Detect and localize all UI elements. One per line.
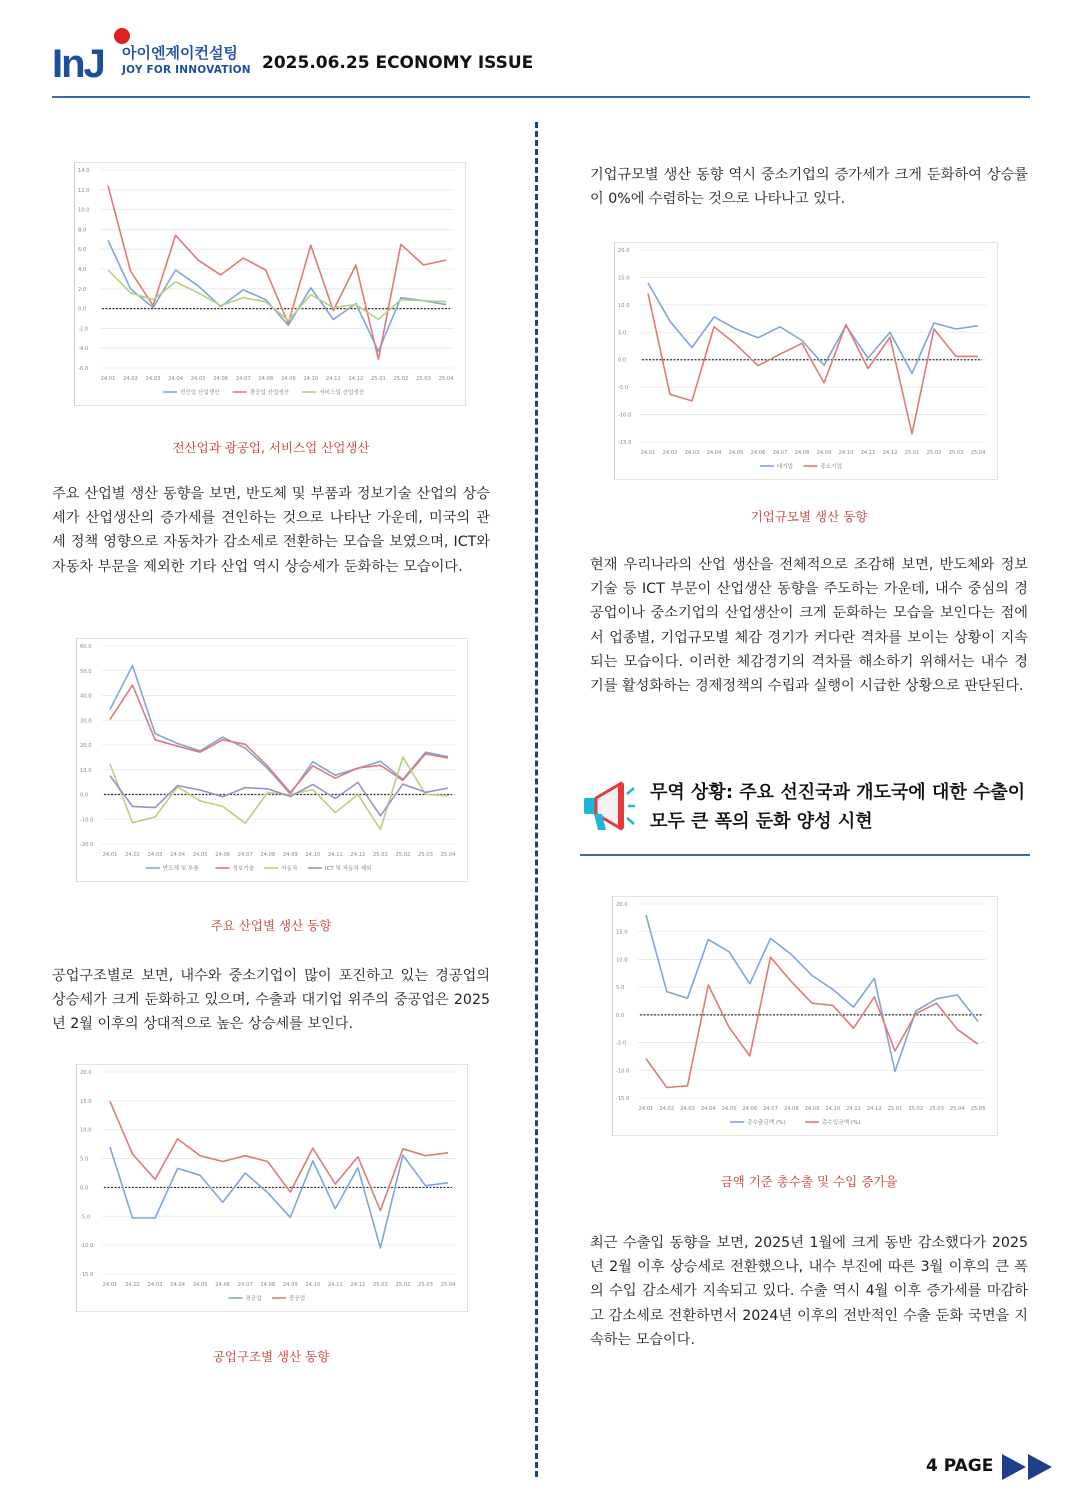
legend-label: 서비스업 산업생산 [319,390,365,396]
chart-major-industry-production [76,638,468,882]
x-tick-label: 24.02 [659,1106,675,1112]
x-tick-label: 25.02 [395,1282,411,1288]
x-tick-label: 24.02 [662,450,678,456]
chart1-svg [74,162,466,406]
y-tick-label: 20.0 [80,743,92,749]
legend-label: 전산업 산업생산 [180,390,220,396]
y-tick-label: 50.0 [80,668,92,675]
caption-chart4: 기업규모별 생산 동향 [750,509,868,524]
x-tick-label: 24.09 [816,450,832,456]
x-tick-label: 25.02 [393,376,409,382]
x-tick-label: 24.08 [258,376,274,382]
y-tick-label: -10.0 [616,1068,630,1075]
y-tick-label: -10.0 [80,817,94,824]
x-tick-label: 24.03 [147,1282,163,1288]
x-tick-label: 24.09 [282,852,298,858]
y-tick-label: 15.0 [616,929,628,936]
x-tick-label: 24.06 [750,450,766,456]
chart2-svg [76,638,468,882]
x-tick-label: 24.05 [192,1282,208,1288]
legend-label: 총수출금액 (%) [747,1120,786,1126]
x-tick-label: 24.06 [742,1106,758,1112]
x-tick-label: 24.12 [866,1106,882,1112]
paragraph-main-industries: 주요 산업별 생산 동향을 보면, 반도체 및 부품과 정보기술 산업의 상승세가 산업생산의 증가세를 견인하는 것으로 나타난 가운데, 미국의 관세 정책 영향으로 자동차가 감소세로 전환하는 모습을 보였으며, ICT와 자동차 부문을 제외한 기타 산업 역시 상승세가 둔화하는 모습이다. [52,486,490,575]
x-tick-label: 24.01 [640,450,656,456]
y-tick-label: 10.0 [80,1127,92,1134]
y-tick-label: 5.0 [618,330,627,337]
x-tick-label: 24.12 [882,450,898,456]
y-tick-label: 15.0 [80,1098,92,1105]
caption-chart1: 전산업과 광공업, 서비스업 산업생산 [172,440,370,455]
chart-frame [75,163,466,406]
x-tick-label: 24.11 [846,1106,861,1112]
x-tick-label: 24.12 [350,852,366,858]
x-tick-label: 24.08 [260,1282,276,1288]
x-tick-label: 24.02 [125,852,140,858]
chart-company-size-production [614,242,998,480]
y-tick-label: -4.0 [78,346,89,353]
x-tick-label: 24.09 [282,1282,298,1288]
y-tick-label: 5.0 [616,985,625,992]
y-tick-label: 20.0 [616,902,628,908]
chart4-svg [614,242,998,480]
y-tick-label: 10.0 [78,207,90,214]
x-tick-label: 25.01 [372,1282,388,1288]
x-tick-label: 24.09 [280,376,296,382]
y-tick-label: 0.0 [80,1185,89,1192]
x-tick-label: 24.11 [327,1282,343,1288]
x-tick-label: 25.04 [440,1282,456,1288]
legend-label: 중공업 [289,1296,306,1302]
chart-frame [613,897,998,1136]
legend-label: 반도체 및 부품 [162,866,199,872]
x-tick-label: 25.03 [418,1282,433,1288]
x-tick-label: 24.04 [706,450,722,456]
y-tick-label: -15.0 [80,1272,94,1278]
page-number: 4 PAGE [926,1456,994,1476]
x-tick-label: 24.06 [215,852,231,858]
column-divider [535,122,538,1477]
x-tick-label: 24.07 [235,376,251,382]
y-tick-label: 14.0 [78,168,90,174]
y-tick-label: 6.0 [78,247,87,254]
x-tick-label: 24.10 [303,376,319,382]
y-tick-label: 60.0 [80,644,92,650]
y-tick-label: 30.0 [80,718,92,725]
y-tick-label: -15.0 [618,440,632,446]
x-tick-label: 24.05 [728,450,744,456]
legend-label: 경공업 [245,1296,262,1302]
megaphone-icon [580,776,636,836]
chart-frame [615,243,998,480]
caption-chart5: 금액 기준 총수출 및 수입 증가율 [720,1174,898,1189]
x-tick-label: 25.01 [372,852,388,858]
x-tick-label: 24.01 [100,376,116,382]
x-tick-label: 25.02 [395,852,411,858]
legend-label: 자동차 [281,866,298,872]
y-tick-label: 4.0 [78,267,87,273]
y-tick-label: 10.0 [616,957,628,964]
y-tick-label: 2.0 [78,286,87,293]
x-tick-label: 24.04 [700,1106,716,1112]
x-tick-label: 25.02 [908,1106,924,1112]
x-tick-label: 24.10 [825,1106,841,1112]
chart3-svg [76,1064,468,1312]
x-tick-label: 25.03 [929,1106,944,1112]
x-tick-label: 24.01 [102,852,118,858]
x-tick-label: 25.04 [949,1106,965,1112]
logo-slogan: JOY FOR INNOVATION [122,64,251,76]
x-tick-label: 24.10 [838,450,854,456]
y-tick-label: -10.0 [80,1243,94,1250]
x-tick-label: 24.02 [123,376,138,382]
x-tick-label: 24.02 [125,1282,140,1288]
legend-label: 총수입금액 (%) [822,1120,861,1126]
x-tick-label: 25.01 [887,1106,903,1112]
chart5-svg [612,896,998,1136]
chart-total-industry-production [74,162,466,406]
y-tick-label: 40.0 [80,693,92,700]
x-tick-label: 24.05 [190,376,206,382]
y-tick-label: 15.0 [618,275,630,282]
x-tick-label: 24.01 [102,1282,118,1288]
next-arrows-icon [1002,1452,1056,1482]
page-header [52,26,1030,98]
y-tick-label: 0.0 [616,1012,625,1019]
section-heading-trade: 무역 상황: 주요 선진국과 개도국에 대한 수출이 모두 큰 폭의 둔화 양성 시현 [650,782,1026,832]
x-tick-label: 24.08 [260,852,276,858]
x-tick-label: 24.04 [168,376,184,382]
x-tick-label: 24.07 [237,852,253,858]
legend-label: 정보기술 [232,866,255,872]
x-tick-label: 24.06 [213,376,229,382]
x-tick-label: 24.01 [638,1106,654,1112]
x-tick-label: 25.01 [904,450,920,456]
paragraph-overall-assessment: 현재 우리나라의 산업 생산을 전체적으로 조감해 보면, 반도체와 정보기술 등 ICT 부문이 산업생산 동향을 주도하는 가운데, 내수 중심의 경공업이나 중소기업의 산업생산이 크게 둔화하는 모습을 보인다는 점에서 업종별, 기업규모별 체감 경기가 커다란 격차를 보이는 상황이 지속되는 모습이다. 이러한 체감경기의 격차를 해소하기 위해서는 내수 경기를 활성화하는 경제정책의 수립과 실행이 시급한 상황으로 판단된다. [590,557,1028,695]
x-tick-label: 24.08 [794,450,810,456]
legend-label: 광공업 산업생산 [249,390,290,396]
paragraph-company-size: 기업규모별 생산 동향 역시 중소기업의 증가세가 크게 둔화하여 상승률이 0%에 수렴하는 것으로 나타나고 있다. [590,167,1028,208]
x-tick-label: 24.07 [237,1282,253,1288]
x-tick-label: 24.10 [305,1282,321,1288]
legend-label: 대기업 [776,464,794,470]
x-tick-label: 24.11 [325,376,341,382]
y-tick-label: -15.0 [616,1096,630,1102]
x-tick-label: 24.05 [721,1106,737,1112]
y-tick-label: 0.0 [78,306,87,313]
y-tick-label: 12.0 [78,187,90,194]
y-tick-label: -20.0 [80,842,94,848]
paragraph-industrial-structure: 공업구조별로 보면, 내수와 중소기업이 많이 포진하고 있는 경공업의 상승세가 크게 둔화하고 있으며, 수출과 대기업 위주의 중공업은 2025년 2월 이후의 상대적으로 높은 상승세를 보인다. [52,968,490,1033]
x-tick-label: 24.04 [170,1282,186,1288]
y-tick-label: 10.0 [80,767,92,774]
y-tick-label: 0.0 [618,357,627,364]
y-tick-label: -2.0 [78,326,89,333]
y-tick-label: -5.0 [618,385,629,392]
y-tick-label: 20.0 [618,248,630,254]
y-tick-label: -5.0 [80,1214,91,1221]
x-tick-label: 25.03 [416,376,431,382]
logo-korean-name: 아이엔제이컨설팅 [122,44,238,62]
x-tick-label: 24.07 [772,450,788,456]
x-tick-label: 24.04 [170,852,186,858]
x-tick-label: 24.12 [350,1282,366,1288]
x-tick-label: 25.04 [440,852,456,858]
issue-title: 2025.06.25 ECONOMY ISSUE [262,53,534,73]
x-tick-label: 25.03 [948,450,964,456]
legend-label: ICT 및 자동차 제외 [324,866,372,872]
y-tick-label: -10.0 [618,412,632,419]
legend-label: 중소기업 [820,464,843,470]
chart-export-import-growth [612,896,998,1136]
caption-chart2: 주요 산업별 생산 동향 [210,918,332,933]
x-tick-label: 24.08 [783,1106,799,1112]
y-tick-label: -5.0 [616,1040,627,1047]
caption-chart3: 공업구조별 생산 동향 [212,1349,330,1364]
company-logo [52,28,252,84]
x-tick-label: 25.04 [438,376,454,382]
y-tick-label: 5.0 [80,1156,89,1163]
x-tick-label: 24.12 [348,376,364,382]
chart-industrial-structure-production [76,1064,468,1312]
x-tick-label: 25.03 [418,852,433,858]
x-tick-label: 25.01 [370,376,386,382]
y-tick-label: 10.0 [618,302,630,309]
y-tick-label: 0.0 [80,792,89,799]
x-tick-label: 24.03 [680,1106,695,1112]
y-tick-label: 8.0 [78,227,87,234]
x-tick-label: 24.11 [860,450,876,456]
x-tick-label: 24.11 [327,852,343,858]
x-tick-label: 25.05 [970,1106,986,1112]
y-tick-label: -6.0 [78,366,89,372]
x-tick-label: 24.03 [147,852,163,858]
x-tick-label: 24.07 [763,1106,778,1112]
x-tick-label: 24.05 [192,852,208,858]
logo-mark: InJ [52,42,104,86]
paragraph-trade-trends: 최근 수출입 동향을 보면, 2025년 1월에 크게 동반 감소했다가 2025년 2월 이후 상승세로 전환했으나, 내수 부진에 따른 3월 이후의 큰 폭의 수입 감소세가 지속되고 있다. 수출 역시 4월 이후 증가세를 마감하고 감소세로 전환하면서 2024년 이후의 전반적인 수출 둔화 국면을 지속하는 모습이다. [590,1235,1028,1348]
x-tick-label: 24.03 [145,376,161,382]
x-tick-label: 25.04 [970,450,986,456]
x-tick-label: 25.02 [926,450,942,456]
x-tick-label: 24.09 [804,1106,820,1112]
y-tick-label: 20.0 [80,1070,92,1076]
x-tick-label: 24.03 [684,450,700,456]
section-rule [580,854,1030,856]
x-tick-label: 24.06 [215,1282,231,1288]
x-tick-label: 24.10 [305,852,321,858]
